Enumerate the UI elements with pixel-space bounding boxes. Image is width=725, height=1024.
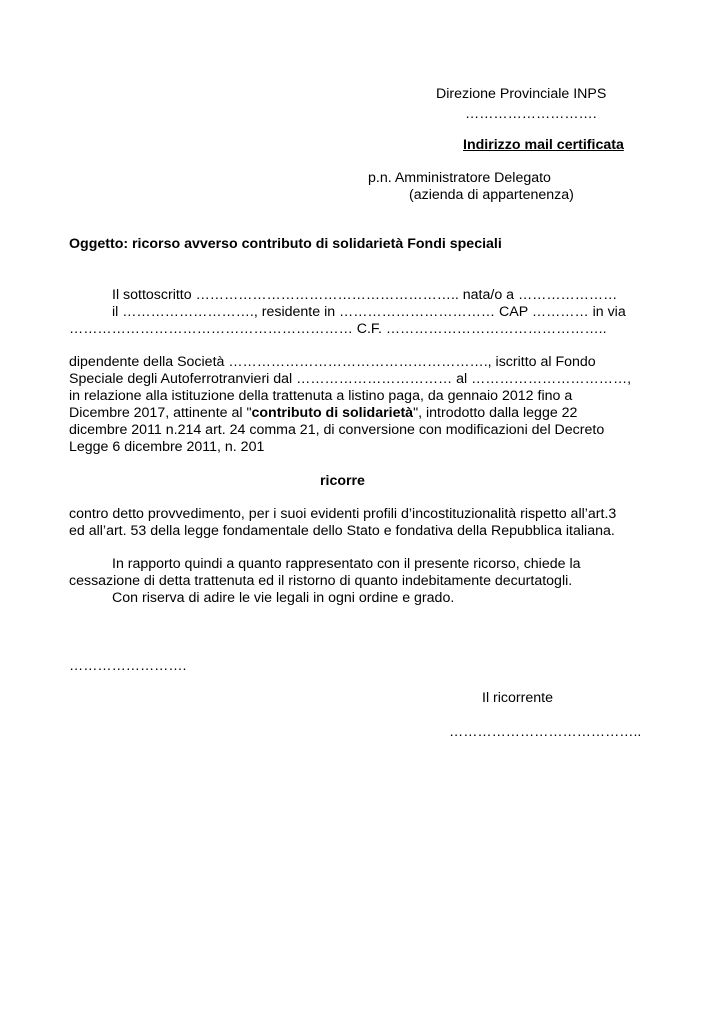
against-line-2: ed all’art. 53 della legge fondamentale dello Stato e fondativa della Repubblica italiana. (69, 523, 615, 539)
certified-mail-heading: Indirizzo mail certificata (463, 137, 624, 153)
recipient-company: (azienda di appartenenza) (409, 187, 574, 203)
intro-line-2: il ………………………., residente in …………………………… CAP ………… in via (112, 304, 626, 320)
employment-line-3: in relazione alla istituzione della trattenuta a listino paga, da gennaio 2012 fino a (69, 388, 573, 404)
employment-line-4-pre: Dicembre 2017, attinente al " (69, 405, 252, 421)
ricorre-heading: ricorre (320, 473, 365, 489)
signature-label: Il ricorrente (482, 690, 553, 706)
request-line-3: Con riserva di adire le vie legali in ogni ordine e grado. (112, 590, 455, 606)
request-line-1: In rapporto quindi a quanto rappresentato con il presente ricorso, chiede la (112, 556, 581, 572)
signature-dots: ………………………………….. (449, 724, 642, 740)
contributo-solidarieta-bold: contributo di solidarietà (251, 405, 414, 421)
employment-line-1: dipendente della Società ………………………………………………., iscritto al Fondo (69, 354, 596, 370)
employment-line-4 (69, 405, 577, 422)
employment-line-6: Legge 6 dicembre 2011, n. 201 (69, 439, 265, 455)
place-date-dots: ……………………. (69, 658, 187, 674)
recipient-attention: p.n. Amministratore Delegato (368, 170, 551, 186)
employment-line-2: Speciale degli Autoferrotranvieri dal …………………………… al ……………………………, (69, 371, 632, 387)
employment-line-4-post: ", introdotto dalla legge 22 (413, 405, 578, 421)
subject-line: Oggetto: ricorso avverso contributo di solidarietà Fondi speciali (69, 236, 502, 252)
employment-line-5: dicembre 2011 n.214 art. 24 comma 21, di conversione con modificazioni del Decreto (69, 422, 605, 438)
recipient-office: Direzione Provinciale INPS (436, 86, 607, 102)
request-line-2: cessazione di detta trattenuta ed il ristorno di quanto indebitamente decurtatogli. (69, 573, 573, 589)
intro-line-3: …………………………………………………… C.F. ……………………………………….. (69, 321, 607, 337)
intro-line-1: Il sottoscritto ……………………………………………….. nata/o a ………………… (112, 287, 618, 303)
against-line-1: contro detto provvedimento, per i suoi evidenti profili d’incostituzionalità rispetto all’art.3 (69, 506, 617, 522)
recipient-office-dots: ………………………. (465, 106, 597, 122)
